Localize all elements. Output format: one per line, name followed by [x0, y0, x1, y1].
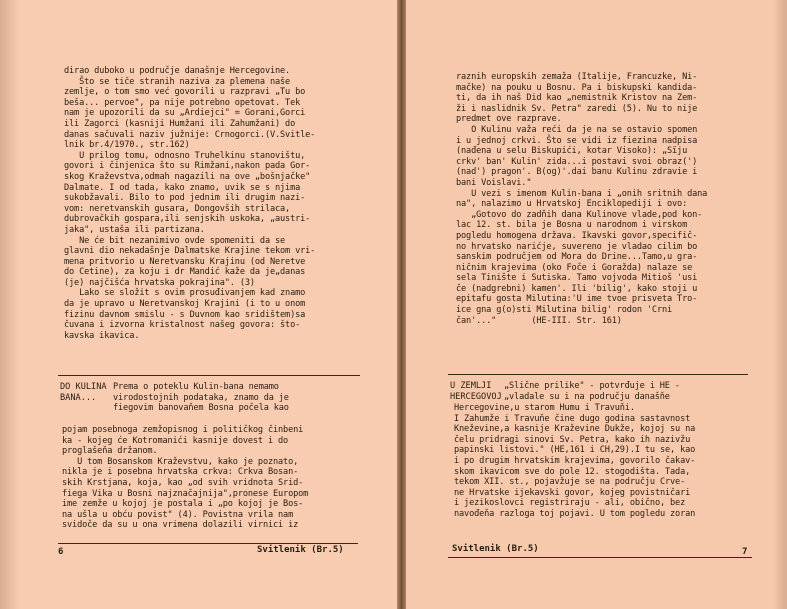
text-line: HERCEGOVOJ [450, 391, 502, 402]
left-side-heading [60, 382, 107, 403]
text-line: nam je upozorili da su „Ardiejci" = Gorani,Gorci [64, 108, 306, 119]
left-footer-title: Svitlenik (Br.5) [257, 545, 344, 555]
text-line: epitafu gosta Milutina:'U ime tvoe prisveta Tro- [456, 294, 698, 305]
text-line: „vladale su i na području današňe [504, 391, 670, 402]
text-line: na ušla u obću povist" (4). Povistna vrila nam [62, 509, 294, 520]
text-line: sanskim područjem od Mora do Drine...Tamo,u gra- [456, 252, 698, 263]
text-line: da je upravo u Neretvanskoj Krajini (i to u onom [64, 299, 306, 310]
text-line: U vezi s imenom Kulin-bana i „onih sritnih dana [456, 188, 708, 199]
text-line: (nađena u selu Biskupići, kotar Visoko): „Sïju [456, 146, 688, 157]
left-section-rule [58, 375, 360, 376]
text-line: U tom Bosanskom Kraževstvu, kako je poznato, [62, 456, 299, 467]
text-line: U ZEMLJI [450, 381, 492, 391]
text-line: Prema o poteklu Kulin-bana nemamo [113, 382, 279, 392]
left-page-number: 6 [58, 547, 64, 557]
text-line: proglašeňa držanom. [62, 446, 158, 457]
text-line: virodostojnih podataka, znamo da je [113, 392, 289, 403]
text-line: U prilog tomu, odnosno Truhelkinu stanovištu, [64, 150, 306, 161]
text-line: zemlje, o tom smo već govorili u razpravi „Tu bo [64, 87, 306, 98]
right-side-heading [450, 381, 502, 402]
page-edge-shadow [0, 0, 20, 609]
text-line: ice gna g(o)sti Milutina bilig' rodon 'Crni [456, 305, 673, 316]
text-line: ničnim krajevima (oko Foče i Goražda) nalaze se [456, 262, 693, 273]
text-line: danas sačuvali naziv južnije: Crnogorci.(V.Svitle- [64, 129, 316, 140]
text-line: ime zemže u kojoj je postala i „po kojoj je Bos- [62, 499, 304, 510]
text-line: tekom XII. st., pojavžuje se na području Crve- [454, 477, 686, 488]
text-line: svidoče da su u ona vrimena dolazili virnici iz [62, 520, 299, 531]
text-line: i u jednoj crkvi. Što se vidi iz fiezina nadpisa [456, 135, 698, 146]
text-line: lac 12. st. bila je Bosna u narodnom i virskom [456, 220, 688, 231]
text-line: ti, da ih naš Did kao „nemistnik Kristov na Zem- [456, 93, 698, 104]
text-line: glavni dio nekadašnje Dalmatske Krajine tekom vri- [64, 246, 316, 257]
text-line: raznih europskih zemaža (Italije, Francuzke, Ni- [456, 72, 698, 82]
text-line: crkv' ban' Kulin' zida...i postavi svoi obraz(') [456, 156, 698, 167]
text-line: Što se tiče stranih naziva za plemena naše [64, 76, 291, 87]
text-line: skog Kraževstva,odmah nagazili na ove „bošnjačke" [64, 171, 311, 182]
text-line: ka - kojeg će Kotromanići kasnije dovest i do [62, 435, 289, 446]
text-line: (je) najčišća hrvatska pokrajina". (3) [64, 277, 255, 288]
text-line: čelu pridragi sinovi Sv. Petra, kako ih nazivžu [454, 434, 691, 445]
text-line: pogledu homogena država. Ikavski govor,specifič- [456, 230, 698, 241]
text-line: I Zahumže i Travuňe čine dugo godina sastavnost [454, 413, 691, 424]
text-line: predmet ove razprave. [456, 114, 562, 125]
left-body-section-head [113, 382, 289, 414]
text-line: „Gotovo do zadňih dana Kulinove vlade,pod kon- [456, 209, 703, 220]
right-body-section [454, 403, 695, 520]
text-line: navođeňa razloga toj pojavi. U tom pogledu zoran [454, 508, 696, 519]
left-footer-rule [58, 543, 358, 544]
text-line: sukobžavali. Bilo to pod jednim ili drugim nazi- [64, 193, 306, 204]
text-line: Ne će bit nezanimivo ovde spomeniti da se [64, 235, 286, 246]
right-body-top [456, 72, 707, 326]
text-line: beša... pervoe", pa nije potrebno opetovat. Tek [64, 97, 301, 108]
text-line: mačke) na pouku u Bosnu. Pa i biskupski kandida- [456, 82, 698, 93]
text-line: Dalmate. I od tada, kako znamo, uvik se s njima [64, 182, 301, 193]
text-line: dirao duboko u područje današnje Hercegovine. [64, 66, 291, 76]
text-line: čuvana i izvorna kristalnost našeg govora: što- [64, 320, 301, 331]
text-line: Kneževine,a kasnije Kraževine Dukže, kojoj su na [454, 424, 696, 435]
right-body-section-head [504, 381, 680, 402]
text-line: če (nadgrebni) kamen'. Ili 'bilig', kako stoji u [456, 283, 698, 294]
text-line: nikla je i posebna hrvatska crkva: Crkva Bosan- [62, 467, 299, 478]
text-line: Lako se složit s ovim prosuđivanjem kad znamo [64, 288, 306, 299]
text-line: BANA... [60, 392, 97, 403]
text-line: kavska ikavica. [64, 330, 140, 341]
text-line: pojam posebnoga zemžopisnog i političkog činbeni [62, 425, 304, 435]
page-edge-shadow [773, 0, 787, 609]
text-line: vom: neretvanskih gusara, Dongovših strilaca, [64, 203, 291, 214]
text-line: i po drugim hrvatskim krajevima, govorilo čakav- [454, 455, 696, 466]
text-line: čan'..." (HE-III. Str. 161) [456, 315, 622, 326]
left-body-top [64, 66, 315, 341]
right-page-number: 7 [742, 547, 748, 557]
text-line: skom ikavicom sve do pole 12. stogodišta. Tada, [454, 466, 691, 477]
text-line: no hrvatsko narićje, suvereno je vladao cilim bo [456, 241, 698, 252]
text-line: fiega Vika u Bosni najznačajnija",pronese Europom [62, 488, 309, 499]
right-section-rule [448, 374, 748, 375]
text-line: ži i naslidnik Sv. Petra" zaredi (5). Nu to nije [456, 103, 698, 114]
text-line: dubrovačkih gospara,ili senjskih uskoka, „austri- [64, 214, 311, 225]
text-line: (nad') pragon'. B(og)'.dai banu Kulinu zdravie i [456, 167, 698, 178]
text-line: ili Zagorci (kasniji Humžani ili Zahumžani) do [64, 118, 296, 129]
text-line: Hercegovine,u starom Humu i Travuňi. [454, 403, 635, 413]
text-line: jaka", ustaša ili partizana. [64, 224, 205, 235]
text-line: mena pritvorio u Neretvansku Krajinu (od Neretve [64, 256, 306, 267]
text-line: govori i činjenica što su Rimžani,nakon pada Gor- [64, 161, 311, 172]
text-line: papinski listovi." (HE,161 i CH,29).I tu se, kao [454, 445, 696, 456]
text-line: lnik br.4/1970., str.162) [64, 140, 190, 151]
text-line: fiegovim banovaňem Bosna počela kao [113, 403, 289, 414]
text-line: fizinu davnom smislu - s Duvnom kao sridištem)sa [64, 309, 306, 320]
text-line: DO KULINA [60, 382, 107, 392]
text-line: ne Hrvatske ijekavski govor, kojeg povistničari [454, 487, 691, 498]
text-line: na", nalazimo u Hrvatskoj Enciklopediji i ovo: [456, 199, 688, 210]
right-footer-title: Svitlenik (Br.5) [452, 544, 539, 554]
right-footer-rule [448, 557, 752, 558]
book-gutter [397, 0, 406, 609]
text-line: do Cetine), za koju i dr Mandić kaže da je„danas [64, 267, 306, 278]
text-line: i jezikoslovci registriraju - ali, obično, bez [454, 498, 686, 509]
text-line: skih Krstjana, koja, kao „od svih vridnota Srid- [62, 477, 304, 488]
text-line: bani Voislavi." [456, 177, 532, 188]
right-page [406, 0, 787, 609]
text-line: sela Tinište i Sutiska. Tamo vojvoda Mitioš 'usi [456, 273, 698, 284]
text-line: O Kulinu važa reći da je na se ostavio spomen [456, 124, 698, 135]
text-line: „Slične prilike" - potvrđuje i HE - [504, 381, 680, 391]
left-body-section [62, 425, 308, 531]
